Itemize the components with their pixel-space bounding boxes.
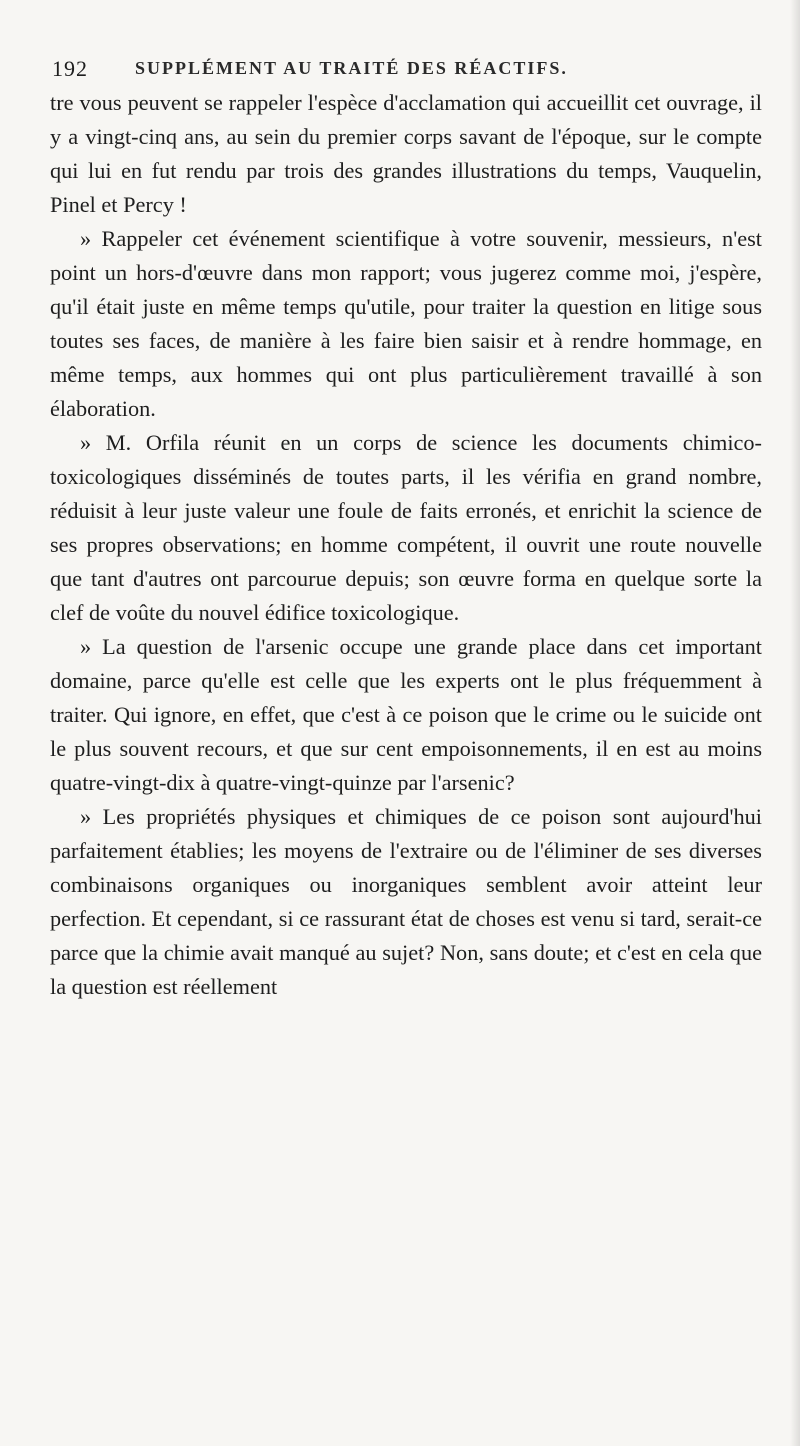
- paragraph: » Rappeler cet événement scientifique à votre souvenir, messieurs, n'est point un hors-d'œuvre dans mon rapport; vous jugerez comme moi, j'espère, qu'il était juste en même temps qu'utile, pour traiter la question en litige sous toutes ses faces, de manière à les faire bien saisir et à rendre hommage, en même temps, aux hommes qui ont plus particulièrement travaillé à son élaboration.: [50, 226, 762, 421]
- running-head: SUPPLÉMENT AU TRAITÉ DES RÉACTIFS.: [135, 58, 568, 78]
- paragraph: » La question de l'arsenic occupe une grande place dans cet important domaine, parce qu'elle est celle que les experts ont le plus fréquemment à traiter. Qui ignore, en effet, que c'est à ce poison que le crime ou le suicide ont le plus souvent recours, et que sur cent empoisonnements, il en est au moins quatre-vingt-dix à quatre-vingt-quinze par l'arsenic?: [50, 634, 762, 795]
- page-edge-shadow: [790, 0, 800, 1446]
- paragraph: » M. Orfila réunit en un corps de science les documents chimico-toxicologiques disséminés de toutes parts, il les vérifia en grand nombre, réduisit à leur juste valeur une foule de faits erronés, et enrichit la science de ses propres observations; en homme compétent, il ouvrit une route nouvelle que tant d'autres ont parcourue depuis; son œuvre forma en quelque sorte la clef de voûte du nouvel édifice toxicologique.: [50, 430, 762, 625]
- paragraph: tre vous peuvent se rappeler l'espèce d'acclamation qui accueillit cet ouvrage, il y a vingt-cinq ans, au sein du premier corps savant de l'époque, sur le compte qui lui en fut rendu par trois des grandes illustrations du temps, Vauquelin, Pinel et Percy !: [50, 90, 762, 217]
- page-header: [50, 52, 762, 86]
- book-page: [50, 52, 762, 1004]
- page-number: 192: [52, 56, 88, 81]
- paragraph: » Les propriétés physiques et chimiques de ce poison sont aujourd'hui parfaitement établies; les moyens de l'extraire ou de l'éliminer de ses diverses combinaisons organiques ou inorganiques semblent avoir atteint leur perfection. Et cependant, si ce rassurant état de choses est venu si tard, serait-ce parce que la chimie avait manqué au sujet? Non, sans doute; et c'est en cela que la question est réellement: [50, 804, 762, 999]
- body-text: [50, 86, 762, 1004]
